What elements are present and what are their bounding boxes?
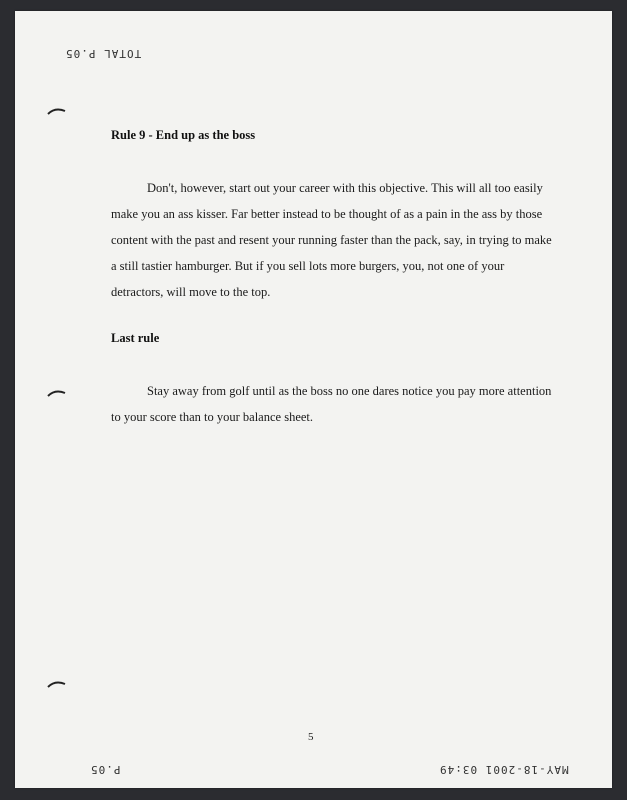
paragraph-line: to your score than to your balance sheet. (111, 410, 314, 424)
page-number: 5 (308, 731, 314, 743)
hole-punch-mark-icon (47, 679, 67, 689)
paragraph-line: content with the past and resent your running faster than the pack, say, in trying to make (111, 233, 552, 247)
paragraph-line: Don't, however, start out your career with this objective. This will all too easily (147, 181, 543, 195)
paragraph-line: make you an ass kisser. Far better instead to be thought of as a pain in the ass by those (111, 207, 543, 221)
fax-header-total: TOTAL P.05 (65, 47, 142, 60)
rule9-paragraph (111, 175, 552, 305)
fax-footer-page: P.05 (90, 763, 121, 776)
hole-punch-mark-icon (47, 106, 67, 116)
paragraph-line: Stay away from golf until as the boss no one dares notice you pay more attention (147, 384, 552, 398)
paragraph-line: detractors, will move to the top. (111, 285, 271, 299)
paragraph-line: a still tastier hamburger. But if you sell lots more burgers, you, not one of your (111, 259, 505, 273)
last-rule-paragraph (111, 378, 552, 430)
hole-punch-mark-icon (47, 388, 67, 398)
document-page (15, 11, 612, 788)
rule9-heading: Rule 9 - End up as the boss (111, 128, 256, 142)
fax-footer-datetime: MAY-18-2001 03:49 (439, 763, 569, 776)
last-rule-heading: Last rule (111, 331, 160, 345)
